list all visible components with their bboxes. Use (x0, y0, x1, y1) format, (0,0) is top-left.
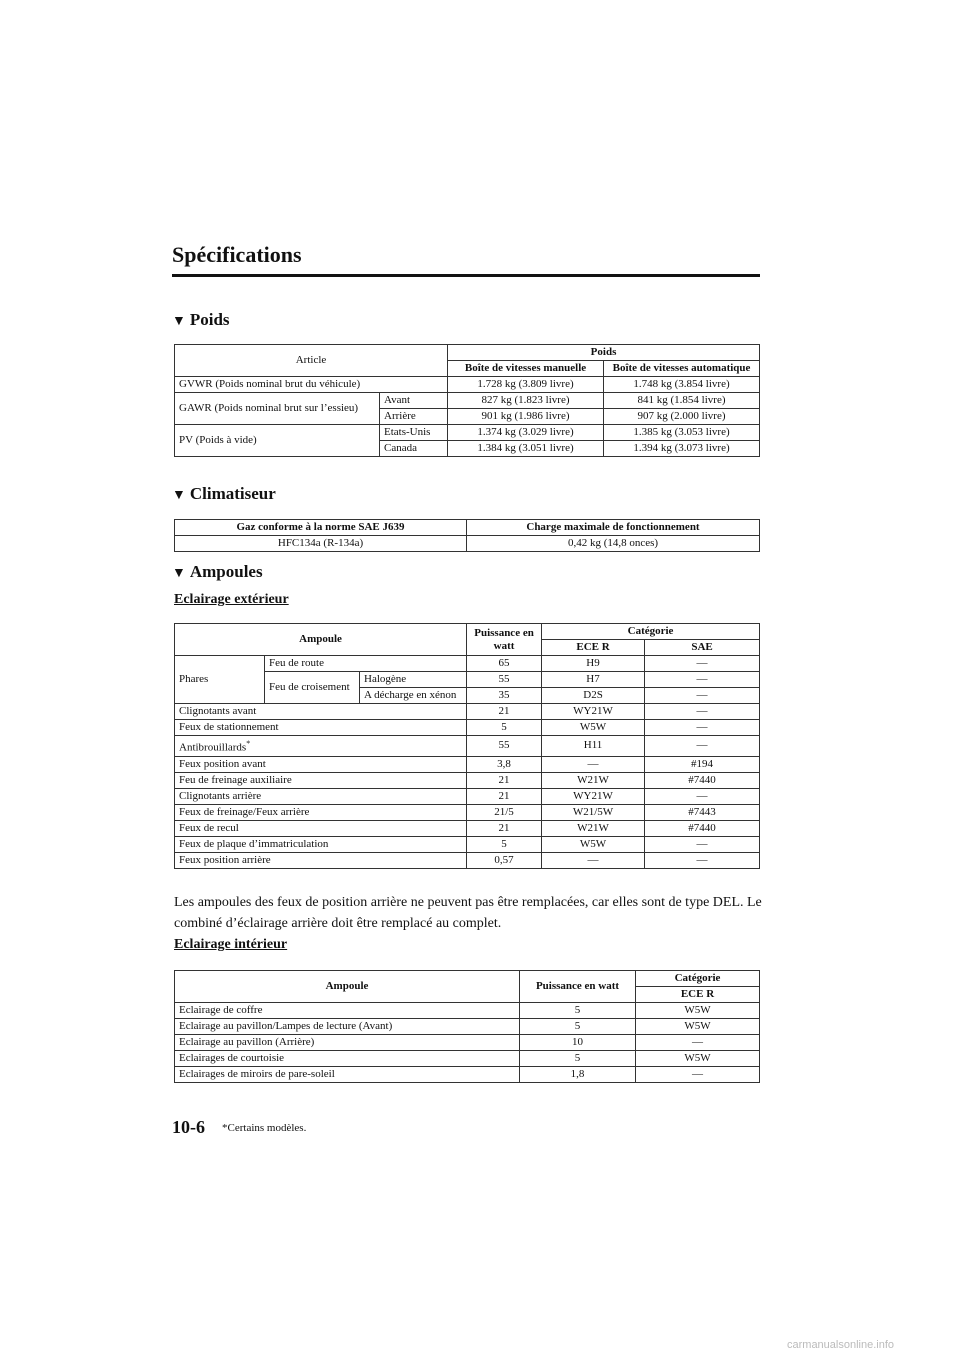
row-label (175, 820, 467, 836)
table-row (175, 377, 760, 393)
interior-bulbs-table (174, 970, 760, 1083)
table-row (175, 788, 760, 804)
interior-rows (175, 1003, 760, 1083)
table-row (175, 704, 760, 720)
cell-value: — (645, 836, 760, 852)
triangle-down-icon: ▼ (172, 488, 186, 503)
page-title: Spécifications (172, 242, 302, 267)
cell-value: W5W (542, 720, 645, 736)
subheading-interior: Eclairage intérieur (174, 937, 288, 952)
row-label-text: Feux de freinage/Feux arrière (179, 805, 310, 818)
table-row (175, 1003, 760, 1019)
cell-value: — (542, 756, 645, 772)
row-label: GAWR (Poids nominal brut sur l’essieu) (175, 393, 380, 425)
cell-value: 5 (520, 1003, 636, 1019)
title-divider (172, 274, 760, 277)
row-label (175, 852, 467, 868)
cell-value: D2S (542, 688, 645, 704)
cell-value: W5W (636, 1019, 760, 1035)
cell-value: W5W (636, 1051, 760, 1067)
table-row (175, 1035, 760, 1051)
row-label (175, 756, 467, 772)
row-label: PV (Poids à vide) (175, 425, 380, 457)
row-label (175, 804, 467, 820)
cell-value: 35 (467, 688, 542, 704)
cell-value: — (645, 736, 760, 757)
cell-value: — (636, 1067, 760, 1083)
cell-value: 55 (467, 672, 542, 688)
col-header-sae: SAE (645, 640, 760, 656)
cell-value: 827 kg (1.823 livre) (448, 393, 604, 409)
cell-value: 55 (467, 736, 542, 757)
row-sublabel: Feu de route (265, 656, 467, 672)
col-header-poids: Poids (448, 345, 760, 361)
section-heading-poids (172, 310, 230, 330)
exterior-bulbs-table (174, 623, 760, 869)
cell-value: WY21W (542, 704, 645, 720)
cell-value: 21 (467, 788, 542, 804)
exterior-note: Les ampoules des feux de position arrière ne peuvent pas être remplacées, car elles sont de type DEL. Le combiné d’éclairage arrière doit être remplacé au complet. (174, 895, 762, 931)
table-row (175, 836, 760, 852)
cell-value: 1.394 kg (3.073 livre) (604, 441, 760, 457)
table-row (175, 736, 760, 757)
table-row (175, 1067, 760, 1083)
cell-value: 5 (467, 836, 542, 852)
cell-value: 5 (520, 1051, 636, 1067)
cell-value: H9 (542, 656, 645, 672)
row-label (175, 836, 467, 852)
cell-value: — (645, 788, 760, 804)
table-row (175, 536, 760, 552)
cell-value: 21 (467, 704, 542, 720)
col-header-ampoule: Ampoule (175, 971, 520, 1003)
col-header-gas: Gaz conforme à la norme SAE J639 (175, 520, 467, 536)
cell-value: #194 (645, 756, 760, 772)
cell-value: — (645, 704, 760, 720)
cell-value: WY21W (542, 788, 645, 804)
row-label-text: Feux de stationnement (179, 721, 279, 733)
cell-value: W5W (636, 1003, 760, 1019)
table-row (175, 820, 760, 836)
cell-value: 907 kg (2.000 livre) (604, 409, 760, 425)
row-sublabel: Avant (380, 393, 448, 409)
section-title: Climatiseur (189, 484, 276, 503)
cell-value: 21 (467, 772, 542, 788)
section-title: Poids (189, 310, 230, 329)
footnote: *Certains modèles. (222, 1122, 307, 1134)
cell-value: — (542, 852, 645, 868)
row-label-text: Feux de plaque d’immatriculation (179, 837, 329, 850)
row-label: Eclairages de courtoisie (175, 1051, 520, 1067)
row-label (175, 736, 467, 757)
table-row (175, 425, 760, 441)
cell-value: 1.385 kg (3.053 livre) (604, 425, 760, 441)
table-row (175, 1019, 760, 1035)
row-sublabel: Feu de croisement (265, 672, 360, 704)
cell-value: 5 (467, 720, 542, 736)
watermark: carmanualsonline.info (787, 1339, 895, 1351)
cell-value: #7440 (645, 772, 760, 788)
table-row (175, 393, 760, 409)
row-label: Eclairage de coffre (175, 1003, 520, 1019)
table-row (175, 720, 760, 736)
cell-value: HFC134a (R-134a) (175, 536, 467, 552)
row-label: GVWR (Poids nominal brut du véhicule) (175, 377, 448, 393)
triangle-down-icon: ▼ (172, 314, 186, 329)
cell-value: 1.748 kg (3.854 livre) (604, 377, 760, 393)
row-label-text: Feu de freinage auxiliaire (179, 773, 292, 786)
col-header-ampoule: Ampoule (175, 624, 467, 656)
cell-value: 21/5 (467, 804, 542, 820)
cell-value: 1.374 kg (3.029 livre) (448, 425, 604, 441)
cell-value: 5 (520, 1019, 636, 1035)
cell-value: 0,42 kg (14,8 onces) (467, 536, 760, 552)
col-header-ece: ECE R (636, 987, 760, 1003)
section-heading-climatiseur (172, 484, 276, 504)
cell-value: — (645, 852, 760, 868)
cell-value: 10 (520, 1035, 636, 1051)
row-label-text: Clignotants arrière (179, 789, 262, 802)
row-label: Eclairages de miroirs de pare-soleil (175, 1067, 520, 1083)
row-label-text: Feux position avant (179, 757, 266, 770)
row-label-text: Feux position arrière (179, 853, 271, 866)
page-number: 10-6 (172, 1117, 205, 1137)
cell-value: — (645, 720, 760, 736)
col-header-puissance: Puissance en watt (520, 971, 636, 1003)
section-heading-ampoules (172, 562, 263, 582)
row-sublabel: Arrière (380, 409, 448, 425)
cell-value: — (636, 1035, 760, 1051)
row-label: Phares (175, 656, 265, 704)
row-label (175, 772, 467, 788)
row-label (175, 788, 467, 804)
cell-value: H7 (542, 672, 645, 688)
col-header-categorie: Catégorie (542, 624, 760, 640)
table-row (175, 852, 760, 868)
subheading-exterior: Eclairage extérieur (174, 592, 289, 607)
row-label-text: Antibrouillards (179, 741, 247, 754)
cell-value: 1.728 kg (3.809 livre) (448, 377, 604, 393)
cell-value: 1.384 kg (3.051 livre) (448, 441, 604, 457)
row-label (175, 704, 467, 720)
table-row (175, 656, 760, 672)
col-header-article: Article (175, 345, 448, 377)
row-label (175, 720, 467, 736)
col-header-auto: Boîte de vitesses automatique (604, 361, 760, 377)
cell-value: W21/5W (542, 804, 645, 820)
cell-value: 841 kg (1.854 livre) (604, 393, 760, 409)
row-sublabel: Canada (380, 441, 448, 457)
col-header-charge: Charge maximale de fonctionnement (467, 520, 760, 536)
cell-value: — (645, 672, 760, 688)
cell-value: W5W (542, 836, 645, 852)
row-label: Eclairage au pavillon (Arrière) (175, 1035, 520, 1051)
cell-value: W21W (542, 772, 645, 788)
cell-value: 65 (467, 656, 542, 672)
cell-value: 21 (467, 820, 542, 836)
asterisk-marker: * (246, 739, 251, 748)
cell-value: — (645, 656, 760, 672)
cell-value: #7443 (645, 804, 760, 820)
row-sublabel: Etats-Unis (380, 425, 448, 441)
cell-value: W21W (542, 820, 645, 836)
table-row (175, 772, 760, 788)
cell-value: #7440 (645, 820, 760, 836)
row-sublabel: A décharge en xénon (360, 688, 467, 704)
cell-value: — (645, 688, 760, 704)
row-label-text: Clignotants avant (179, 705, 257, 717)
table-row (175, 1051, 760, 1067)
section-title: Ampoules (189, 562, 263, 581)
row-sublabel: Halogène (360, 672, 467, 688)
triangle-down-icon: ▼ (172, 566, 186, 581)
table-row (175, 804, 760, 820)
weight-table (174, 344, 760, 457)
cell-value: H11 (542, 736, 645, 757)
cell-value: 3,8 (467, 756, 542, 772)
cell-value: 901 kg (1.986 livre) (448, 409, 604, 425)
ac-table (174, 519, 760, 552)
col-header-categorie: Catégorie (636, 971, 760, 987)
col-header-ece: ECE R (542, 640, 645, 656)
row-label-text: Feux de recul (179, 821, 239, 834)
row-label: Eclairage au pavillon/Lampes de lecture (Avant) (175, 1019, 520, 1035)
exterior-rows (175, 704, 760, 869)
col-header-puissance: Puissance en watt (467, 624, 542, 656)
col-header-manual: Boîte de vitesses manuelle (448, 361, 604, 377)
cell-value: 1,8 (520, 1067, 636, 1083)
cell-value: 0,57 (467, 852, 542, 868)
table-row (175, 756, 760, 772)
